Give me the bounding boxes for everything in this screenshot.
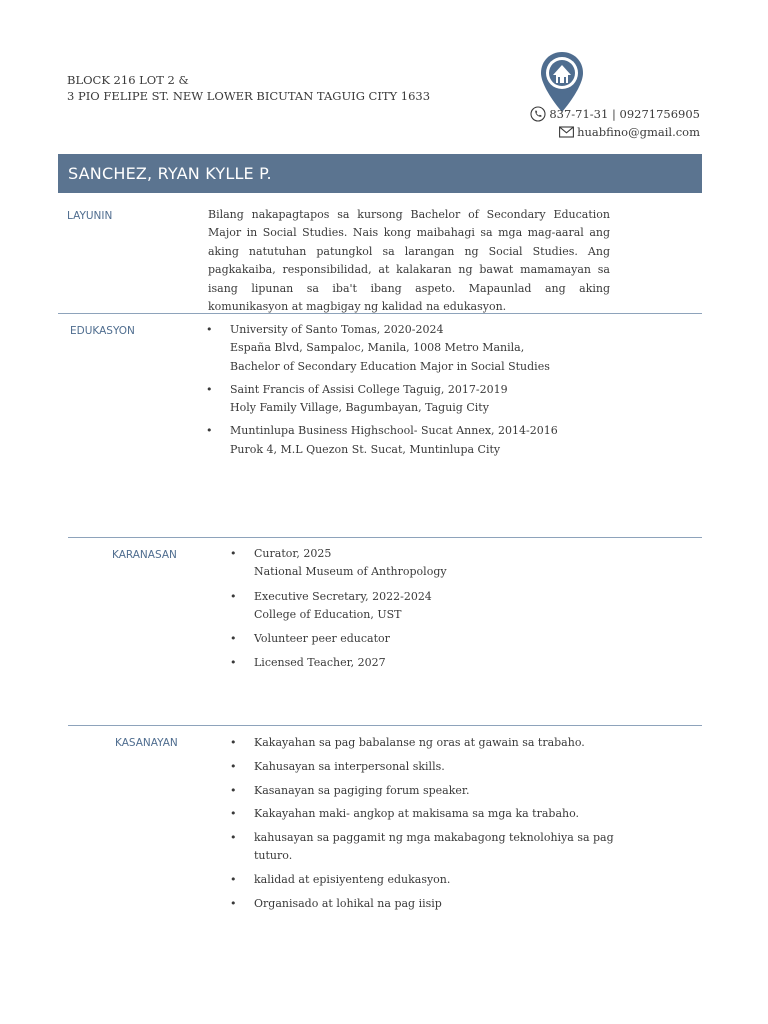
- section-divider: [58, 313, 702, 314]
- list-item: [230, 805, 614, 823]
- list-item-detail: Holy Family Village, Bagumbayan, Taguig City: [230, 401, 489, 415]
- list-item: [230, 895, 614, 913]
- list-item: [206, 381, 558, 418]
- list-item-title: • Kakayahan sa pag babalanse ng oras at gawain sa trabaho.: [254, 736, 585, 749]
- list-item: [230, 871, 614, 889]
- list-item-title: • Saint Francis of Assisi College Taguig, 2017-2019: [230, 382, 508, 396]
- objective-text: Bilang nakapagtapos sa kursong Bachelor of Secondary Education Major in Social Studies. Nais kong maibahagi sa mga mag-aaral ang aking natutuhan patungkol sa larangan ng Social Studies. Ang pagkakaiba, responsibilidad, at kalakaran ng bawat mamamayan sa isang lipunan sa iba't ibang aspeto. Mapaunlad ang aking komunikasyon at magbigay ng kalidad na edukasyon.: [208, 208, 610, 314]
- list-item: [230, 829, 614, 866]
- list-item: [230, 734, 614, 752]
- list-item-detail: Bachelor of Secondary Education Major in Social Studies: [230, 359, 550, 373]
- email-text: huabfino@gmail.com: [577, 125, 700, 139]
- list-item-detail: tuturo.: [254, 849, 293, 863]
- list-item: [230, 782, 614, 800]
- list-item-title: • Kakayahan maki- angkop at makisama sa mga ka trabaho.: [254, 807, 580, 821]
- address-line-1: BLOCK 216 LOT 2 &: [67, 73, 189, 87]
- section-divider: [68, 725, 702, 726]
- address-line-2: 3 PIO FELIPE ST. NEW LOWER BICUTAN TAGUIG CITY 1633: [67, 89, 431, 103]
- list-item-title: • Licensed Teacher, 2027: [254, 656, 386, 670]
- name-banner: [58, 154, 702, 193]
- list-item-title: • Executive Secretary, 2022-2024: [254, 589, 432, 603]
- list-item-title: • kahusayan sa paggamit ng mga makabagong teknolohiya sa pag: [254, 831, 614, 845]
- phone-text: 837-71-31 | 09271756905: [549, 107, 700, 121]
- list-item: [230, 758, 614, 776]
- list-item-detail: Purok 4, M.L Quezon St. Sucat, Muntinlupa City: [230, 442, 501, 456]
- list-item: [230, 630, 447, 648]
- list-item-title: • Kasanayan sa pagiging forum speaker.: [254, 783, 470, 797]
- address-block: [67, 72, 430, 104]
- email-row: [530, 123, 700, 141]
- education-list: [206, 321, 558, 464]
- list-item-title: • Muntinlupa Business Highschool- Sucat Annex, 2014-2016: [230, 424, 558, 438]
- list-item: [230, 588, 447, 625]
- list-item-title: • University of Santo Tomas, 2020-2024: [230, 323, 444, 336]
- list-item-title: • Volunteer peer educator: [254, 632, 390, 646]
- phone-icon: [530, 106, 546, 122]
- list-item-detail: National Museum of Anthropology: [254, 565, 447, 579]
- list-item-detail: College of Education, UST: [254, 607, 402, 621]
- list-item: [230, 545, 447, 582]
- experience-list: [230, 545, 447, 679]
- phone-row: [530, 105, 700, 123]
- envelope-icon: [559, 126, 574, 138]
- list-item: [230, 654, 447, 672]
- section-label-edukasyon: EDUKASYON: [70, 325, 135, 337]
- section-label-layunin: LAYUNIN: [67, 210, 113, 222]
- list-item-title: • Curator, 2025: [254, 547, 332, 560]
- section-label-karanasan: KARANASAN: [112, 549, 177, 561]
- full-name: SANCHEZ, RYAN KYLLE P.: [68, 164, 272, 183]
- skills-list: [230, 734, 614, 919]
- list-item: [206, 321, 558, 376]
- contact-block: [530, 105, 700, 141]
- section-label-kasanayan: KASANAYAN: [115, 737, 178, 749]
- list-item: [206, 422, 558, 459]
- list-item-title: • kalidad at episiyenteng edukasyon.: [254, 873, 451, 887]
- list-item-title: • Organisado at lohikal na pag iisip: [254, 897, 442, 911]
- list-item-detail: España Blvd, Sampaloc, Manila, 1008 Metro Manila,: [230, 341, 525, 355]
- list-item-title: • Kahusayan sa interpersonal skills.: [254, 759, 445, 773]
- section-divider: [68, 537, 702, 538]
